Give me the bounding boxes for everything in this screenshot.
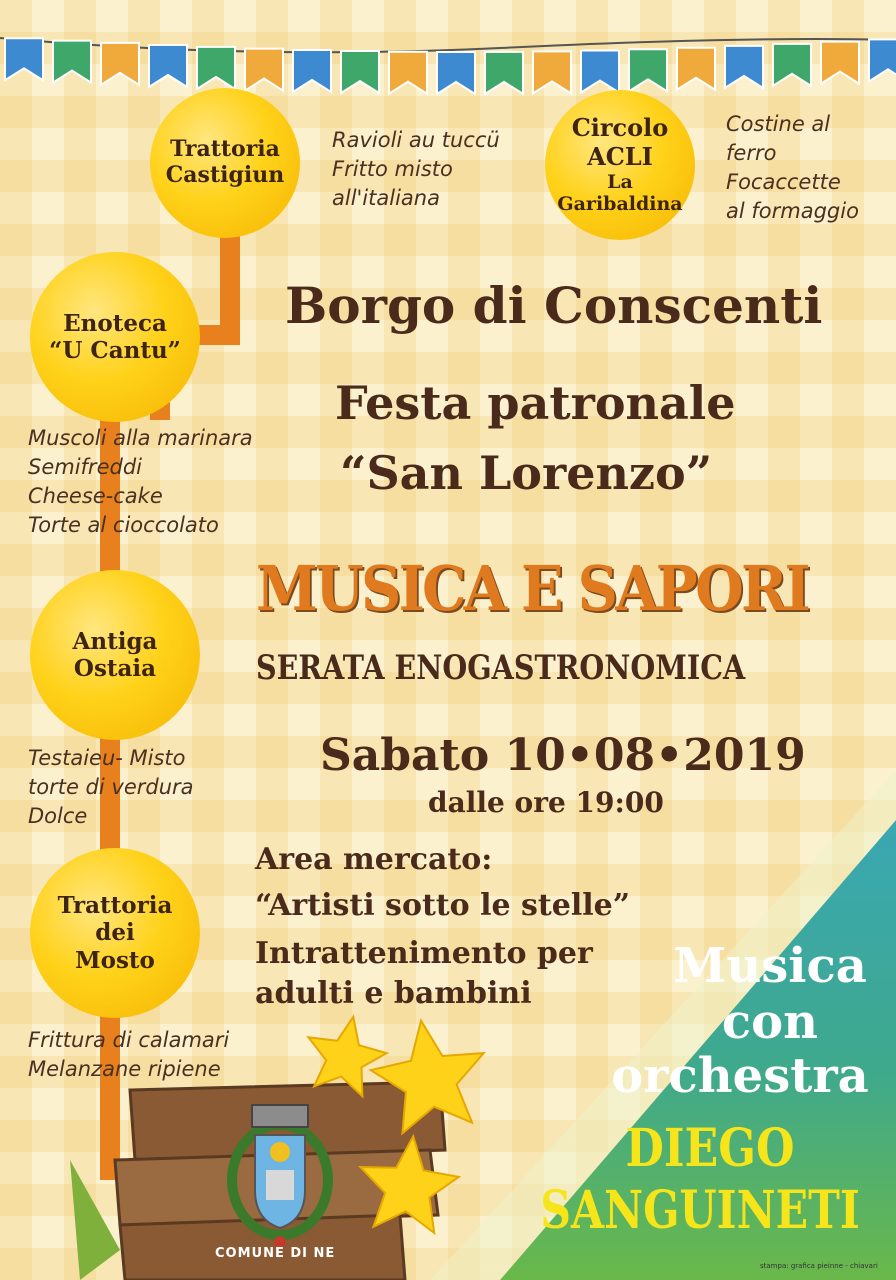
event-subtitle: SERATA ENOGASTRONOMICA xyxy=(256,648,746,688)
music-line-1: Musica xyxy=(673,938,867,994)
header-line-1: Borgo di Conscenti xyxy=(285,276,823,335)
print-credit: stampa: grafica pieinne - chiavari xyxy=(760,1262,878,1270)
entertainment-line-2: adulti e bambini xyxy=(255,976,532,1011)
menu-trattoria-dei-mosto: Frittura di calamari Melanzane ripiene xyxy=(28,1028,230,1081)
menu-circolo-acli: Costine al ferro Focaccette al formaggio xyxy=(726,112,859,223)
entertainment-line-1: Intrattenimento per xyxy=(255,936,593,971)
comune-label: COMUNE DI NE xyxy=(215,1246,336,1261)
leaf-decoration xyxy=(70,1160,120,1280)
area-label: Area mercato: xyxy=(255,842,493,877)
menu-enoteca-u-cantu: Muscoli alla marinara Semifreddi Cheese-cake Torte al cioccolato xyxy=(28,426,253,537)
restaurant-circle-antiga-ostaia: Antiga Ostaia xyxy=(30,570,200,740)
header-line-2: Festa patronale xyxy=(335,376,736,430)
menu-trattoria-castigiun: Ravioli au tuccü Fritto misto all'italiana xyxy=(332,128,500,210)
band-name-line-1: DIEGO xyxy=(625,1118,795,1179)
event-date: Sabato 10•08•2019 xyxy=(320,730,806,781)
menu-antiga-ostaia: Testaieu- Misto torte di verdura Dolce xyxy=(28,746,194,828)
restaurant-circle-trattoria-dei-mosto: Trattoria dei Mosto xyxy=(30,848,200,1018)
band-name-line-2: SANGUINETI xyxy=(540,1180,860,1241)
restaurant-circle-circolo-acli: Circolo ACLI La Garibaldina xyxy=(545,90,695,240)
area-name: “Artisti sotto le stelle” xyxy=(255,888,631,923)
music-line-3: orchestra xyxy=(611,1048,869,1104)
event-title: MUSICA E SAPORI xyxy=(256,552,809,625)
music-line-2: con xyxy=(721,994,819,1050)
restaurant-circle-trattoria-castigiun: Trattoria Castigiun xyxy=(150,88,300,238)
header-line-3: “San Lorenzo” xyxy=(340,446,713,500)
restaurant-circle-enoteca-u-cantu: Enoteca “U Cantu” xyxy=(30,252,200,422)
event-time: dalle ore 19:00 xyxy=(428,786,664,819)
